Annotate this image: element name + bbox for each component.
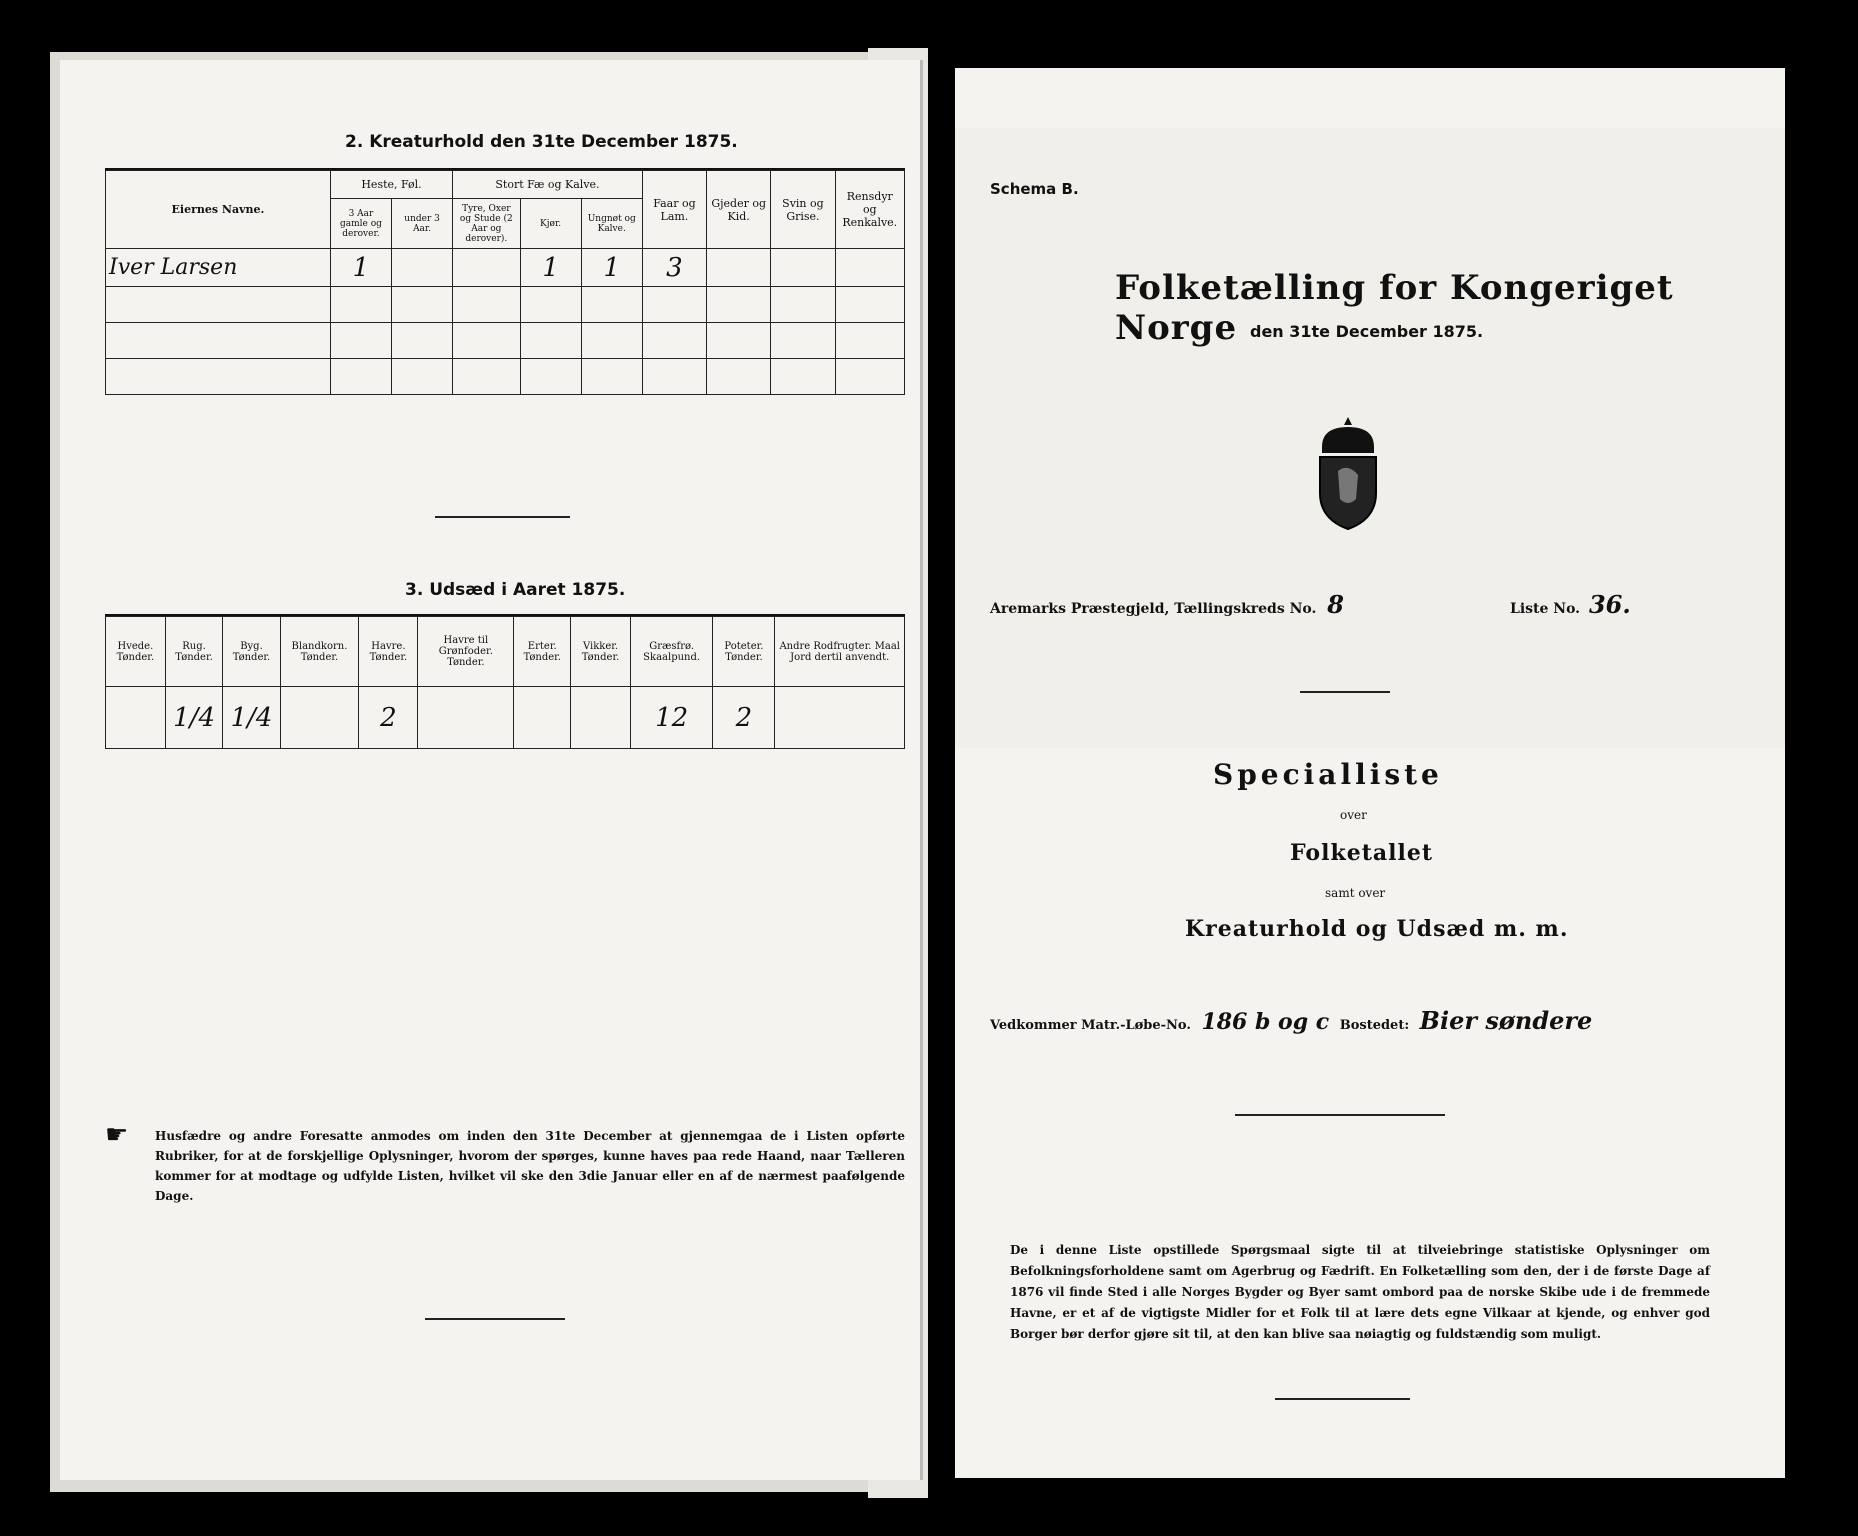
divider — [435, 516, 570, 518]
seed-header: Poteter. Tønder. — [713, 617, 775, 687]
main-title: Folketælling for Kongeriget Norge — [1115, 268, 1674, 348]
seed-value: 1/4 — [165, 687, 223, 749]
prestegjeld-line — [990, 590, 1344, 619]
census-date: den 31te December 1875. — [1250, 322, 1484, 341]
liste-line — [1510, 590, 1631, 619]
folketallet-text: Folketallet — [1290, 840, 1433, 866]
seed-value — [280, 687, 359, 749]
seed-value: 2 — [713, 687, 775, 749]
cell — [392, 249, 453, 287]
header-heste: Heste, Føl. — [330, 171, 452, 199]
section3-title: 3. Udsæd i Aaret 1875. — [405, 580, 626, 600]
seed-header: Hvede. Tønder. — [106, 617, 166, 687]
seed-value: 1/4 — [223, 687, 280, 749]
table-row — [106, 323, 905, 359]
cell — [707, 249, 771, 287]
cell — [453, 249, 520, 287]
cell — [835, 249, 904, 287]
seed-table — [105, 616, 905, 749]
coat-of-arms-icon — [1308, 413, 1388, 533]
seed-header: Blandkorn. Tønder. — [280, 617, 359, 687]
table-row — [106, 687, 905, 749]
header-stort: Stort Fæ og Kalve. — [453, 171, 643, 199]
kreds-number: 8 — [1327, 590, 1344, 619]
table-row — [106, 359, 905, 395]
header-heste-a: 3 Aar gamle og derover. — [330, 199, 391, 249]
cell-faar: 3 — [642, 249, 706, 287]
header-stort-b: Kjør. — [520, 199, 581, 249]
seed-header: Andre Rodfrugter. Maal Jord dertil anvendt. — [775, 617, 905, 687]
divider — [1300, 691, 1390, 693]
owner-name: Iver Larsen — [106, 249, 331, 287]
divider — [1275, 1398, 1410, 1400]
notice-text: Husfædre og andre Foresatte anmodes om inden den 31te December at gjennemgaa de i Listen opførte Rubriker, for at de forskjellige Oplysninger, hvorom der spørges, kunne haves paa rede Haand, naar Tælleren kommer for at modtage og udfylde Listen, hvilket vil ske den 3die Januar eller en af de nærmest paafølgende Dage. — [155, 1129, 905, 1203]
samt-over-text: samt over — [1325, 886, 1386, 900]
matr-number: 186 b og c — [1201, 1009, 1330, 1035]
header-svin: Svin og Grise. — [771, 171, 835, 249]
info-paragraph: De i denne Liste opstillede Spørgsmaal sigte til at tilveiebringe statistiske Oplysninger om Befolkningsforholdene samt om Agerbrug og Fædrift. En Folketælling som den, der i de første Dage af 1876 vil finde Sted i alle Norges Bygder og Byer samt ombord paa de norske Skibe ude i de fremmede Havne, er et af de vigtigste Midler for et Folk til at lære dets egne Vilkaar at kjende, og enhver god Borger bør derfor gjøre sit til, at den kan blive saa nøiagtig og fuldstændig som muligt. — [1010, 1243, 1710, 1341]
seed-header: Græsfrø. Skaalpund. — [630, 617, 713, 687]
schema-label: Schema B. — [990, 180, 1079, 198]
seed-header: Vikker. Tønder. — [571, 617, 631, 687]
cell-stort-b: 1 — [520, 249, 581, 287]
right-page — [955, 68, 1785, 1478]
header-name: Eiernes Navne. — [106, 171, 331, 249]
seed-header: Erter. Tønder. — [514, 617, 571, 687]
seed-header: Byg. Tønder. — [223, 617, 280, 687]
header-faar: Faar og Lam. — [642, 171, 706, 249]
cell-stort-c: 1 — [581, 249, 642, 287]
seed-value: 12 — [630, 687, 713, 749]
seed-value — [514, 687, 571, 749]
kreaturhold-text: Kreaturhold og Udsæd m. m. — [1185, 916, 1569, 942]
prestegjeld-label: Aremarks Præstegjeld, Tællingskreds No. — [990, 601, 1317, 617]
header-stort-a: Tyre, Oxer og Stude (2 Aar og derover). — [453, 199, 520, 249]
section2-title: 2. Kreaturhold den 31te December 1875. — [345, 132, 738, 152]
liste-number: 36. — [1588, 590, 1631, 619]
seed-value — [775, 687, 905, 749]
matr-label: Vedkommer Matr.-Løbe-No. — [990, 1018, 1191, 1033]
bosted-value: Bier søndere — [1419, 1006, 1593, 1035]
liste-label: Liste No. — [1510, 601, 1581, 617]
livestock-table — [105, 170, 905, 395]
seed-value — [571, 687, 631, 749]
seed-header: Rug. Tønder. — [165, 617, 223, 687]
seed-header: Havre til Grønfoder. Tønder. — [418, 617, 514, 687]
over-text: over — [1340, 808, 1367, 822]
matr-line — [990, 1006, 1592, 1035]
divider — [1235, 1114, 1445, 1116]
specialliste-title: Specialliste — [1213, 758, 1443, 791]
divider — [425, 1318, 565, 1320]
header-rensdyr: Rensdyr og Renkalve. — [835, 171, 904, 249]
seed-header: Havre. Tønder. — [359, 617, 418, 687]
table-row — [106, 249, 905, 287]
seed-value: 2 — [359, 687, 418, 749]
seed-value — [106, 687, 166, 749]
left-page — [60, 60, 923, 1480]
pointing-hand-icon: ☛ — [105, 1120, 129, 1150]
table-row — [106, 287, 905, 323]
cell-heste-a: 1 — [330, 249, 391, 287]
header-gjeder: Gjeder og Kid. — [707, 171, 771, 249]
bosted-label: Bostedet: — [1339, 1018, 1410, 1033]
cell — [771, 249, 835, 287]
header-stort-c: Ungnøt og Kalve. — [581, 199, 642, 249]
seed-value — [418, 687, 514, 749]
header-heste-b: under 3 Aar. — [392, 199, 453, 249]
